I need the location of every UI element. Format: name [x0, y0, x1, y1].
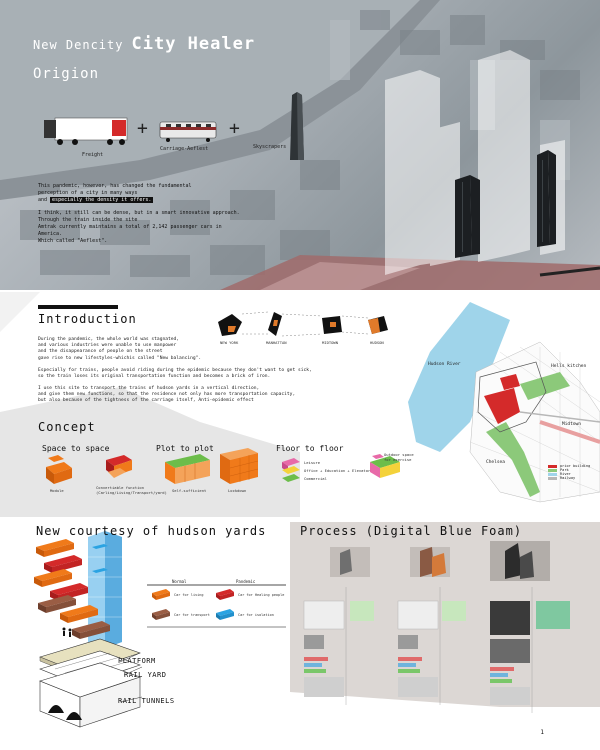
legend-item: prior building [548, 464, 590, 468]
origin-paragraph-1: This pandemic, however, has changed the fundamental perception of a city in many ways and especially the density it offers. [38, 183, 192, 203]
self-sufficient-label: Self-sufficient [172, 488, 207, 493]
convertible-label: Convertiable function (Carling/Living/Transport/yard) [96, 485, 167, 495]
space-to-space-heading: Space to space [42, 444, 110, 453]
map-label-chelsea: Chelsea [486, 460, 505, 465]
introduction-heading: Introduction [38, 312, 137, 326]
floor-stack-block [282, 458, 300, 482]
lockdown-label: Lockdown [228, 488, 247, 493]
floor-to-floor-heading: Floor to floor [276, 444, 344, 453]
map-label-midtown: Midtown [562, 422, 581, 427]
legend-item: Railway [548, 476, 590, 480]
intro-paragraph-3: I use this site to transport the trains of hudson yards in a vertical direction, and give them new functions, so that the residence not only has more transportation capacity, but also because of the tightness of the carriage itself, Anti-epidemic effect [38, 386, 296, 404]
rail-yard-label: RAIL YARD [124, 671, 167, 679]
district-label-hudson: HUDSON [370, 340, 384, 345]
courtesy-process-section [0, 517, 600, 750]
plus-sign-2: + [229, 118, 240, 139]
floor-legend-commercial: Commercial [304, 476, 327, 481]
hero-section [0, 0, 600, 290]
hero-title [33, 34, 255, 54]
car-function-table [147, 585, 286, 627]
district-label-new-york: NEW YORK [220, 340, 239, 345]
car-transport-label: Car for transport [174, 613, 210, 617]
legend-item: River [548, 472, 590, 476]
concept-heading: Concept [38, 420, 96, 434]
car-isolation-label: Car for isolation [238, 613, 274, 617]
freight-label: Freight [82, 152, 104, 158]
car-living-label: Car for living [174, 593, 204, 597]
map-legend [548, 464, 590, 480]
district-label-midtown: MIDTOWN [322, 340, 339, 345]
plot-to-plot-heading: Plot to plot [156, 444, 214, 453]
district-label-manhattan: MANHATTAN [266, 340, 287, 345]
courtesy-heading: New courtesy of hudson yards [36, 524, 267, 538]
section3-graphics [0, 517, 600, 750]
plus-sign-1: + [137, 118, 148, 139]
car-healing-label: Car for Healing people [238, 593, 285, 597]
district-icons [218, 312, 388, 336]
skyscraper-icon [290, 92, 304, 160]
platform-label: PLATFORM [118, 657, 156, 665]
page-number: 1 [540, 729, 544, 736]
origin-heading: Origion [33, 66, 100, 82]
introduction-section [0, 292, 600, 517]
col-pandemic-header: Pandemic [236, 579, 256, 584]
skyscraper-label: Skyscrapers [253, 144, 287, 150]
map-label-hells-kitchen: Hells kitchen [551, 364, 587, 369]
floor-legend-office: Office + Education + Elevator [304, 468, 371, 473]
title-big: City Healer [131, 34, 256, 54]
legend-item: Park [548, 468, 590, 472]
outdoor-label: Outdoor space for exercise [384, 452, 414, 462]
map-label-hudson-river: Hudson River [428, 362, 461, 367]
title-small: New Dencity [33, 38, 124, 52]
module-label: Module [50, 488, 64, 493]
process-heading: Process (Digital Blue Foam) [300, 524, 523, 538]
floor-legend-leisure: Leisure [304, 460, 321, 465]
intro-paragraph-2: Especially for trains, people avoid riding during the epidemic because they don't want to get sick, so the train loses its original transportation function and becomes a brick of iron. [38, 368, 312, 380]
intro-accent-bar [38, 305, 118, 309]
intro-paragraph-1: During the pandemic, the whole world was stagnated, and various industries were unable to use manpower and the disappearance of people on the street gave rise to new lifestyles-whichis called "New balancing". [38, 337, 202, 361]
col-normal-header: Normal [172, 579, 187, 584]
highlight-text: especially the density it offers. [52, 197, 152, 203]
carriage-label: Carriage-Aeflest [160, 146, 209, 152]
origin-paragraph-2: I think, it still can be dense, but in a smart innovative approach. Through the train inside the site Amtrak currently maintains a total of 2,142 passenger cars in America. Which called "Aeflest". [38, 210, 240, 244]
rail-tunnels-label: RAIL TUNNELS [118, 697, 175, 705]
